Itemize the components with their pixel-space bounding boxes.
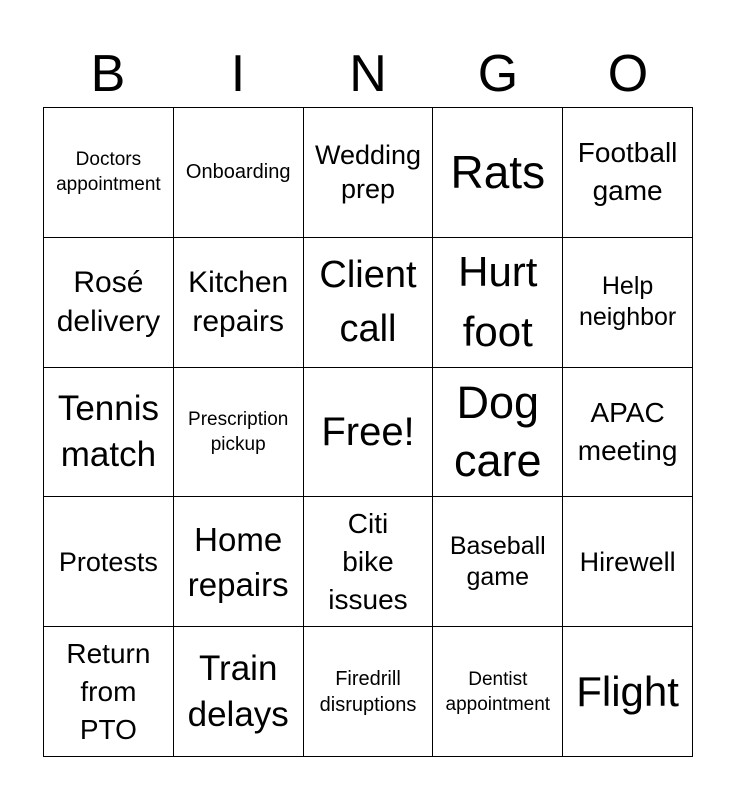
bingo-cell[interactable] [304, 627, 434, 757]
bingo-cell[interactable] [304, 238, 434, 368]
bingo-header [43, 40, 693, 108]
cell-label: Rats [450, 146, 546, 199]
bingo-cell[interactable] [563, 108, 693, 238]
cell-label: Flight [576, 667, 679, 715]
cell-label: Baseball game [449, 531, 546, 591]
cell-label: Doctors appointment [56, 149, 161, 196]
bingo-cell[interactable] [433, 368, 563, 498]
bingo-cell[interactable] [174, 238, 304, 368]
cell-label: Train delays [187, 648, 289, 734]
bingo-cell[interactable] [433, 497, 563, 627]
bingo-cell[interactable] [563, 368, 693, 498]
cell-label: Tennis match [57, 388, 159, 474]
cell-label: Return from PTO [66, 637, 151, 745]
bingo-cell[interactable] [304, 108, 434, 238]
cell-label: Dentist appointment [445, 668, 551, 715]
bingo-cell[interactable] [44, 368, 174, 498]
bingo-cell[interactable] [563, 497, 693, 627]
cell-label: Football game [577, 137, 678, 207]
cell-label: Onboarding [185, 161, 291, 184]
cell-label: Firedrill disruptions [319, 667, 417, 716]
cell-label: Wedding prep [314, 140, 422, 205]
cell-label: Kitchen repairs [188, 266, 289, 339]
cell-label: Hirewell [579, 546, 676, 577]
bingo-cell[interactable] [433, 238, 563, 368]
header-letter-i: I [230, 45, 246, 103]
cell-label: Prescription pickup [188, 408, 289, 455]
cell-label: Rosé delivery [56, 266, 161, 339]
bingo-cell[interactable] [433, 627, 563, 757]
bingo-cell[interactable] [433, 108, 563, 238]
bingo-cell[interactable] [304, 368, 434, 498]
bingo-cell[interactable] [174, 108, 304, 238]
header-letter-n: N [349, 45, 387, 103]
bingo-cell[interactable] [174, 497, 304, 627]
bingo-cell[interactable] [563, 238, 693, 368]
bingo-cell[interactable] [44, 497, 174, 627]
cell-label: APAC meeting [577, 396, 678, 466]
cell-label: Client call [319, 254, 417, 351]
bingo-cell[interactable] [44, 238, 174, 368]
bingo-cell[interactable] [174, 627, 304, 757]
bingo-cell[interactable] [304, 497, 434, 627]
cell-label: Dog care [454, 376, 542, 486]
bingo-cell[interactable] [44, 108, 174, 238]
bingo-card-grid [43, 107, 693, 757]
cell-label: Help neighbor [578, 272, 677, 332]
cell-label: Hurt foot [458, 248, 538, 356]
header-letter-g: G [477, 45, 519, 103]
header-letter-b: B [90, 45, 126, 103]
bingo-cell[interactable] [44, 627, 174, 757]
cell-label: Free! [321, 409, 415, 454]
cell-label: Home repairs [187, 520, 289, 603]
bingo-cell[interactable] [174, 368, 304, 498]
cell-label: Citi bike issues [328, 507, 408, 615]
cell-label: Protests [58, 546, 158, 577]
header-letter-o: O [607, 45, 649, 103]
bingo-cell[interactable] [563, 627, 693, 757]
